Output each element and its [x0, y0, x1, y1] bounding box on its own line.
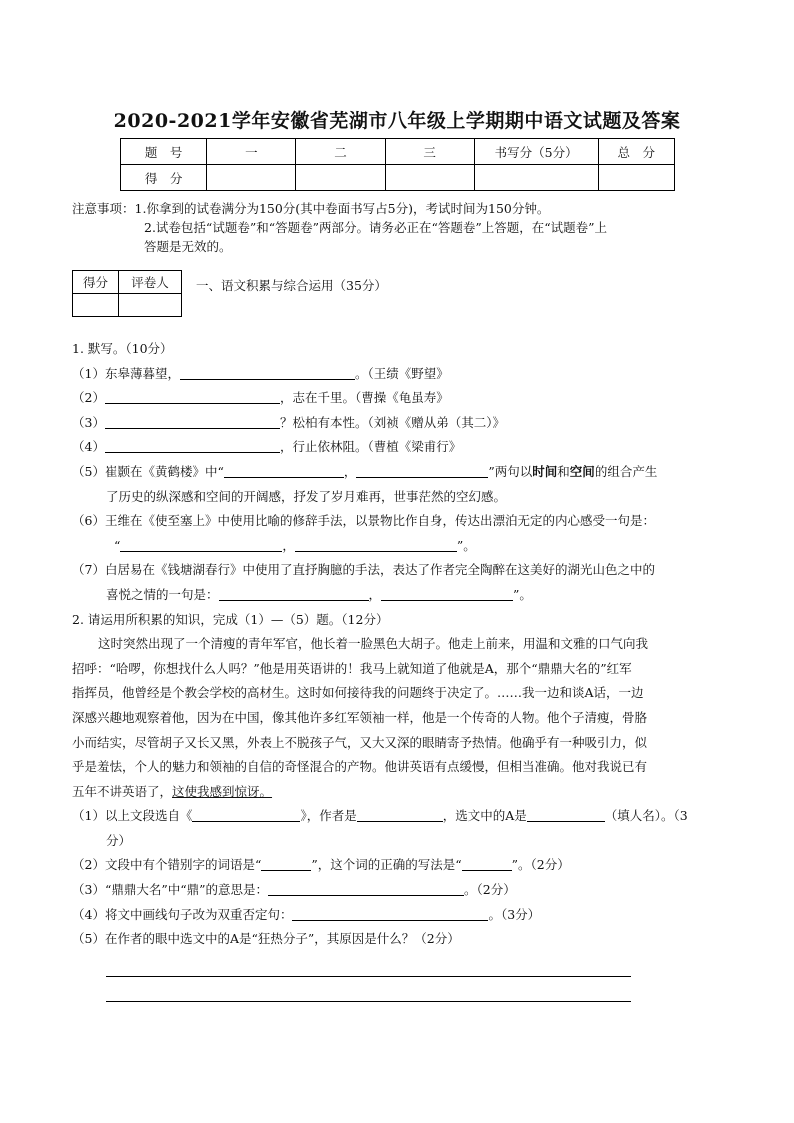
- note-1: 1.你拿到的试卷满分为150分(其中卷面书写占5分)，考试时间为150分钟。: [134, 201, 550, 216]
- passage-line: 乎是羞怯，个人的魅力和领袖的自信的奇怪混合的产物。他讲英语有点缓慢，但相当准确。他对我说已有: [72, 759, 648, 775]
- q1-item: （6）王维在《使至塞上》中使用比喻的修辞手法，以景物比作自身，传达出漂泊无定的内心感受一句是：: [72, 513, 655, 529]
- answer-blank[interactable]: [105, 388, 280, 404]
- q1-item-cont: 了历史的纵深感和空间的开阔感，抒发了岁月难再，世事茫然的空幻感。: [106, 488, 507, 504]
- score-cell: 总 分: [598, 139, 674, 165]
- q1-item-cont: “ ， ”。: [114, 537, 476, 553]
- score-empty-cell[interactable]: [385, 165, 474, 191]
- score-cell: 二: [296, 139, 385, 165]
- note-2: 2.试卷包括“试题卷”和“答题卷”两部分。请务必正在“答题卷”上答题，在“试题卷”上: [144, 220, 608, 235]
- score-cell: 题 号: [121, 139, 207, 165]
- score-cell: 书写分（5分）: [474, 139, 598, 165]
- grader-name-cell[interactable]: [119, 294, 182, 317]
- q2-sub-cont: 分）: [106, 832, 132, 848]
- page-title: 2020-2021学年安徽省芜湖市八年级上学期期中语文试题及答案: [113, 110, 681, 132]
- notes-label: 注意事项：: [72, 201, 135, 216]
- q1-item: （4） ，行止依林阻。（曹植《梁甫行》: [72, 439, 462, 455]
- answer-blank[interactable]: [219, 585, 369, 601]
- q1-item: （1）东皋薄暮望， 。（王绩《野望》: [72, 365, 449, 381]
- q2-heading: 2. 请运用所积累的知识，完成（1）—（5）题。（12分）: [72, 611, 389, 627]
- q2-sub: （4）将文中画线句子改为双重否定句： 。（3分）: [72, 906, 541, 922]
- score-empty-cell[interactable]: [598, 165, 674, 191]
- score-header-row: [121, 139, 675, 165]
- score-cell: 三: [385, 139, 474, 165]
- underlined-sentence: 这使我感到惊讶。: [172, 783, 273, 799]
- q2-sub: （2）文段中有个错别字的词语是“ ”，这个词的正确的写法是“ ”。（2分）: [72, 857, 570, 873]
- score-cell: 得 分: [121, 165, 207, 191]
- grader-score-label: 得分: [73, 271, 119, 294]
- q2-sub: （1）以上文段选自《 》，作者是 ，选文中的A是 （填人名）。（3: [72, 808, 688, 824]
- exam-notes: [72, 199, 732, 256]
- answer-blank[interactable]: [462, 855, 512, 871]
- q2-sub: （3）“鼎鼎大名”中“鼎”的意思是： 。（2分）: [72, 882, 516, 898]
- score-empty-cell[interactable]: [296, 165, 385, 191]
- score-table: [120, 138, 675, 191]
- answer-blank[interactable]: [356, 462, 488, 478]
- answer-blank[interactable]: [261, 855, 311, 871]
- passage-line: 深感兴趣地观察着他，因为在中国，像其他许多红军领袖一样，他是一个传奇的人物。他个子清瘦，骨胳: [72, 709, 648, 725]
- passage-line: 五年不讲英语了，这使我感到惊讶。: [72, 783, 273, 799]
- score-empty-cell[interactable]: [474, 165, 598, 191]
- score-value-row: [121, 165, 675, 191]
- answer-blank[interactable]: [192, 806, 300, 822]
- passage-line: 小而结实，尽管胡子又长又黑，外表上不脱孩子气，又大又深的眼睛寄予热情。他确乎有一种吸引力，似: [72, 734, 648, 750]
- q1-item-cont: 喜悦之情的一句是： ， ”。: [106, 586, 532, 602]
- grader-name-label: 评卷人: [119, 271, 182, 294]
- q1-item: （7）白居易在《钱塘湖春行》中使用了直抒胸臆的手法，表达了作者完全陶醉在这美好的湖光山色之中的: [72, 562, 655, 578]
- passage-line: 这时突然出现了一个清瘦的青年军官，他长着一脸黑色大胡子。他走上前来，用温和文雅的口气向我: [98, 636, 649, 652]
- q1-item: （5）崔颢在《黄鹤楼》中“ ， ”两句以时间和空间的组合产生: [72, 463, 658, 479]
- score-empty-cell[interactable]: [207, 165, 296, 191]
- answer-blank[interactable]: [268, 880, 464, 896]
- passage-line: 指挥员，他曾经是个教会学校的高材生。这时如何接待我的问题终于决定了。……我一边和谈A话，一边: [72, 685, 644, 701]
- q1-item: （3） ？松柏有本性。（刘祯《赠从弟（其二）》: [72, 414, 505, 430]
- note-2-cont: 答题是无效的。: [144, 239, 232, 254]
- answer-blank[interactable]: [105, 437, 280, 453]
- q2-sub: （5）在作者的眼中选文中的A是“狂热分子”，其原因是什么？（2分）: [72, 931, 460, 947]
- answer-blank[interactable]: [381, 585, 513, 601]
- questions: [72, 337, 724, 1002]
- answer-blank[interactable]: [105, 413, 280, 429]
- score-cell: 一: [207, 139, 296, 165]
- answer-line[interactable]: [106, 977, 631, 1002]
- section-title: 一、语文积累与综合运用（35分）: [196, 278, 387, 293]
- passage-line: 招呼：“哈啰，你想找什么人吗？”他是用英语讲的！我马上就知道了他就是A，那个“鼎鼎大名的”红军: [72, 660, 632, 676]
- answer-blank[interactable]: [527, 806, 605, 822]
- grader-score-cell[interactable]: [73, 294, 119, 317]
- answer-blank[interactable]: [357, 806, 443, 822]
- answer-blank[interactable]: [295, 536, 457, 552]
- answer-blank[interactable]: [224, 462, 344, 478]
- q1-item: （2） ，志在千里。（曹操《龟虽寿》: [72, 390, 449, 406]
- answer-blank[interactable]: [292, 905, 488, 921]
- grader-table: [72, 270, 182, 317]
- answer-blank[interactable]: [180, 364, 355, 380]
- answer-line[interactable]: [106, 952, 631, 977]
- answer-blank[interactable]: [120, 536, 282, 552]
- q1-heading: 1. 默写。（10分）: [72, 341, 173, 356]
